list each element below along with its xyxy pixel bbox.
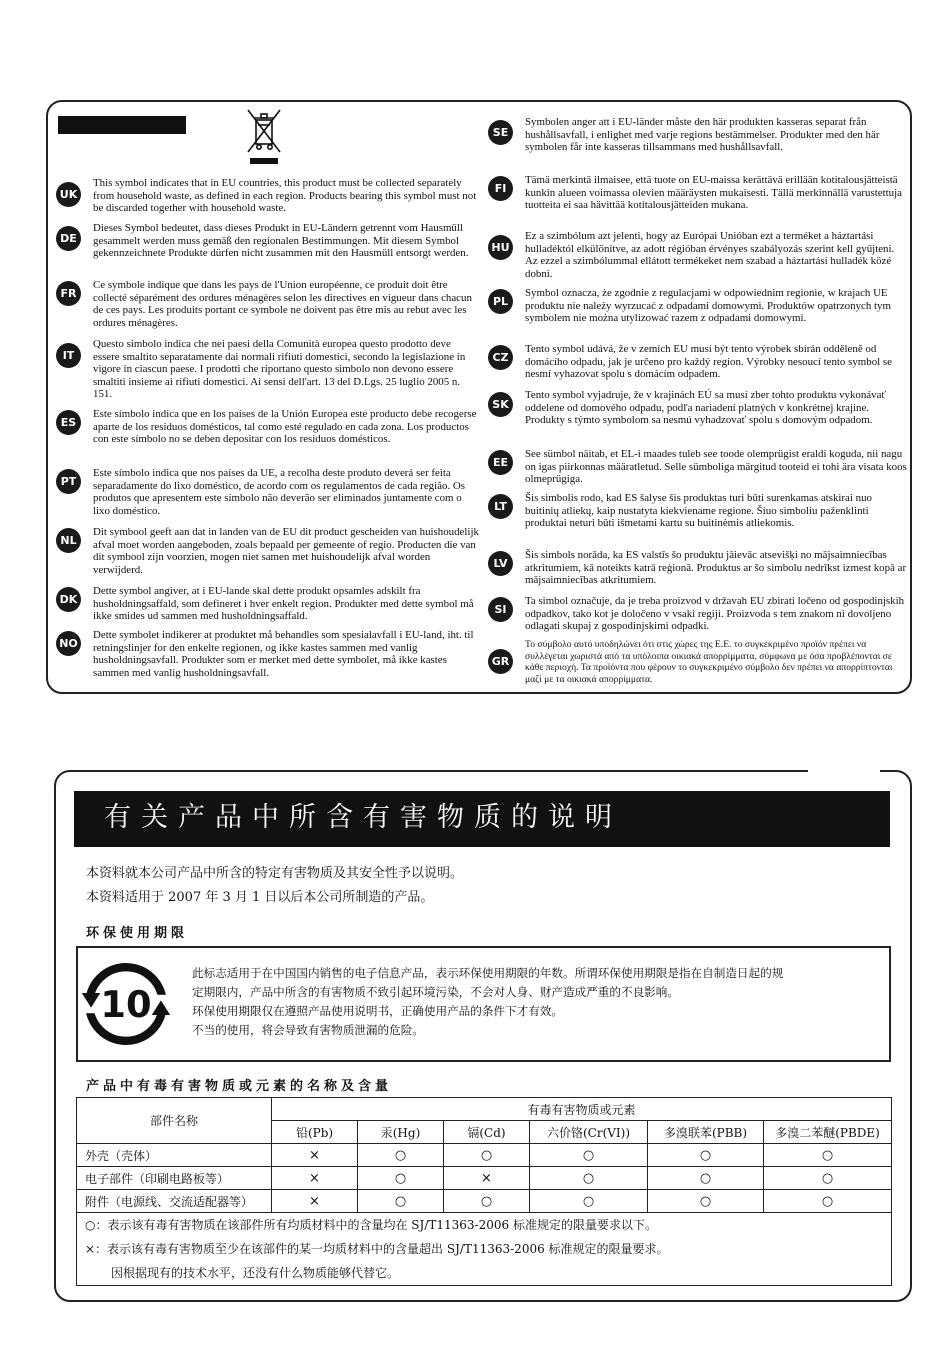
- epup-text-line: 此标志适用于在中国国内销售的电子信息产品，表示环保使用期限的年数。所谓环保使用期限是指在自制造日起的规: [192, 966, 784, 980]
- column-header: 汞(Hg): [358, 1121, 444, 1144]
- substance-mark: ○: [444, 1144, 530, 1167]
- epup-10-logo-icon: [78, 958, 174, 1050]
- lang-badge: PL: [488, 289, 513, 314]
- substance-mark: ×: [444, 1167, 530, 1190]
- weee-text: Dette symbolet indikerer at produktet må behandles som spesialavfall i EU-land, iht. til retningslinjer for den enkelte regionen, og ikke kastes sammen med vanlig husholdningsavfall. Produkter som er merket med dette symbolet, må ikke kastes sammen med vanlig husholdningsavfall.: [93, 629, 474, 679]
- substance-mark: ○: [530, 1144, 648, 1167]
- weee-text: Ce symbole indique que dans les pays de l'Union européenne, ce produit doit être collecté séparément des ordures ménagères selon les directives en vigueur dans chacun de ces pays. Les produits portant ce symbole ne doivent pas être mis au rebut avec les ordures ménagères.: [93, 279, 472, 329]
- epup-heading: 环保使用期限: [86, 926, 189, 941]
- lang-badge: GR: [488, 649, 513, 674]
- lang-badge: NO: [56, 631, 81, 656]
- column-header: 六价铬(Cr(VI)): [530, 1121, 648, 1144]
- substance-mark: ○: [530, 1167, 648, 1190]
- substance-mark: ○: [764, 1167, 892, 1190]
- weee-text: Tento symbol vyjadruje, že v krajinách EÚ sa musí zber tohto produktu vykonávať oddelene od domového odpadu, podľa nariadení platných v konkrétnej krajine. Produkty s týmto symbolom sa nesmú vyhadzovať spolu s domovým odpadom.: [525, 389, 887, 427]
- weee-text: Dieses Symbol bedeutet, dass dieses Produkt in EU-Ländern getrennt vom Hausmüll gesammelt werden muss gemäß den regionalen Bestimmungen. Mit diesem Symbol gekennzeichnete Produkte dürfen nicht zusammen mit den Hausmüll entsorgt werden.: [93, 222, 469, 260]
- epup-box: [76, 946, 891, 1062]
- substance-mark: ○: [358, 1144, 444, 1167]
- weee-text: Ta simbol označuje, da je treba proizvod v državah EU zbirati ločeno od gospodinjskih odpadkov, tako kot je določeno v vsaki regiji. Proizvoda s tem znakom ni dovoljeno odlagati skupaj z gospodinjskimi odpadki.: [525, 595, 905, 633]
- lang-badge: LV: [488, 551, 513, 576]
- weee-text: Este símbolo indica que nos países da UE, a recolha deste produto deverá ser feita separadamente do lixo doméstico, de acordo com os regulamentos de cada região. Os produtos que apresentem este símbolo não deverão ser eliminados juntamente com o lixo doméstico.: [93, 467, 465, 517]
- lang-badge: FI: [488, 176, 513, 201]
- epup-text-line: 定期限内，产品中所含的有害物质不致引起环境污染，不会对人身、财产造成严重的不良影响。: [192, 985, 679, 999]
- lang-badge: DE: [56, 226, 81, 251]
- column-header: 多溴二苯醚(PBDE): [764, 1121, 892, 1144]
- weee-text: Dit symbool geeft aan dat in landen van de EU dit product gescheiden van huishoudelijk afval moet worden aangeboden, zoals bepaald per gemeente of regio. Producten die van dit symbool zijn voorzien, mogen niet samen met huishoudelijk afval worden verwijderd.: [93, 526, 479, 576]
- substance-mark: ×: [272, 1144, 358, 1167]
- table-header-row: [77, 1098, 892, 1121]
- lang-badge: IT: [56, 343, 81, 368]
- table-row: [77, 1144, 892, 1167]
- hazardous-substances-table: [76, 1097, 892, 1286]
- table-notes: [77, 1213, 892, 1286]
- weee-text: Dette symbol angiver, at i EU-lande skal dette produkt opsamles adskilt fra husholdningsaffald, som defineret i hver enkelt region. Produkter med dette symbol må ikke smides ud sammen med husholdningsaffald.: [93, 585, 474, 623]
- note-reason: 因根据现有的技术水平，还没有什么物质能够代替它。: [111, 1266, 400, 1280]
- part-header: 部件名称: [77, 1098, 272, 1144]
- substance-mark: ×: [272, 1190, 358, 1213]
- rohs-title-bar: [74, 791, 890, 847]
- lang-badge: HU: [488, 235, 513, 260]
- substance-mark: ○: [530, 1190, 648, 1213]
- lang-badge: NL: [56, 528, 81, 553]
- black-label-bar: [58, 116, 186, 134]
- substance-mark: ○: [648, 1190, 764, 1213]
- weee-text: See sümbol näitab, et EL-i maades tuleb see toode olemprügist eraldi koguda, nii nagu on igas piirkonnas määratletud. Selle sümboliga märgitud tooteid ei tohi ära visata koos olmeprügiga.: [525, 448, 907, 486]
- note-circle: ○：表示该有毒有害物质在该部件所有均质材料中的含量均在 SJ/T11363-2006 标准规定的限量要求以下。: [85, 1218, 657, 1232]
- weee-panel: [46, 100, 912, 694]
- lang-badge: EE: [488, 450, 513, 475]
- substance-mark: ○: [358, 1190, 444, 1213]
- weee-text: Questo simbolo indica che nei paesi della Comunità europea questo prodotto deve essere smaltito separatamente dai normali rifiuti domestici, secondo la legislazione in vigore in ciascun paese. I prodotti che riportano questo simbolo non devono essere smaltiti insieme ai rifiuti domestici. Ai sensi dell'art. 13 del D.Lgs. 25 luglio 2005 n. 151.: [93, 338, 466, 401]
- substance-mark: ○: [648, 1167, 764, 1190]
- weee-text: Tento symbol udává, že v zemích EU musí být tento výrobek sbírán odděleně od domácího odpadu, jak je určeno pro každý region. Výrobky nesoucí tento symbol se nesmí vyhazovat spolu s domácím odpadem.: [525, 343, 892, 381]
- lang-badge: FR: [56, 281, 81, 306]
- part-name: 电子部件（印刷电路板等）: [77, 1167, 272, 1190]
- lang-badge: SI: [488, 597, 513, 622]
- substance-mark: ○: [764, 1190, 892, 1213]
- group-header: 有毒有害物质或元素: [272, 1098, 892, 1121]
- weee-text: Šis simbolis rodo, kad ES šalyse šis produktas turi būti surenkamas atskirai nuo buitinių atliekų, kaip nustatyta kiekviename regione. Šiuo simboliu paženklinti produktai neturi būti išmetami kartu su buitinėmis atliekomis.: [525, 492, 872, 530]
- weee-text: Este símbolo indica que en los países de la Unión Europea este producto debe recogerse aparte de los residuos domésticos, tal como esté regulado en cada zona. Los productos con este símbolo no se deben depositar con los residuos domésticos.: [93, 408, 477, 446]
- table-notes-row: [77, 1213, 892, 1286]
- table-heading: 产品中有毒有害物质或元素的名称及含量: [86, 1079, 393, 1094]
- note-cross: ×：表示该有毒有害物质至少在该部件的某一均质材料中的含量超出 SJ/T11363-2006 标准规定的限量要求。: [85, 1242, 669, 1256]
- page-title: 有关产品中所含有害物质的说明: [104, 802, 622, 833]
- epup-text-line: 环保使用期限仅在遵照产品使用说明书，正确使用产品的条件下才有效。: [192, 1004, 564, 1018]
- intro-line-2: 本资料适用于 2007 年 3 月 1 日以后本公司所制造的产品。: [86, 890, 434, 905]
- substance-mark: ○: [444, 1190, 530, 1213]
- lang-badge: PT: [56, 469, 81, 494]
- weee-text: Šis simbols norāda, ka ES valstīs šo produktu jāievāc atsevišķi no mājsaimniecības atkritumiem, kā noteikts katrā reģionā. Produktus ar šo simbolu nedrīkst izmest kopā ar mājsaimniecības atkritumiem.: [525, 549, 907, 587]
- epup-logo-number: 10: [100, 982, 152, 1026]
- table-row: [77, 1167, 892, 1190]
- weee-text: This symbol indicates that in EU countries, this product must be collected separately from household waste, as defined in each region. Products bearing this symbol must not be discarded together with household waste.: [93, 177, 477, 215]
- substance-mark: ○: [764, 1144, 892, 1167]
- epup-text-line: 不当的使用，将会导致有害物质泄漏的危险。: [192, 1023, 424, 1037]
- column-header: 铅(Pb): [272, 1121, 358, 1144]
- column-header: 镉(Cd): [444, 1121, 530, 1144]
- substance-mark: ×: [272, 1167, 358, 1190]
- lang-badge: CZ: [488, 345, 513, 370]
- weee-text: Ez a szimbólum azt jelenti, hogy az Európai Unióban ezt a terméket a háztartási hulladéktól elkülönítve, az adott régióban érvényes szabályozás szerint kell gyűjteni. Az ezzel a szimbólummal ellátott termékeket nem szabad a háztartási hulladék közé dobni.: [525, 230, 895, 280]
- part-name: 外壳（壳体）: [77, 1144, 272, 1167]
- column-header: 多溴联苯(PBB): [648, 1121, 764, 1144]
- table-row: [77, 1190, 892, 1213]
- intro-line-1: 本资料就本公司产品中所含的特定有害物质及其安全性予以说明。: [86, 866, 464, 881]
- lang-badge: ES: [56, 410, 81, 435]
- weee-text: Το σύμβολο αυτό υποδηλώνει ότι στις χώρες της Ε.Ε. το συγκεκριμένο προϊόν πρέπει να συλλέγεται χωριστά από τα υπόλοιπα οικιακά απορρίμματα, σύμφωνα με όσα προβλέπονται σε κάθε περιοχή. Τα προϊόντα που φέρουν το συγκεκριμένο σύμβολο δεν πρέπει να απορρίπτονται μαζί με τα οικιακά απορρίμματα.: [525, 639, 893, 685]
- crossed-bin-icon: [244, 106, 284, 166]
- weee-text: Tämä merkintä ilmaisee, että tuote on EU-maissa kerättävä erillään kotitalousjätteistä kunkin alueen voimassa olevien määräysten mukaisesti. Tällä merkinnällä varustettuja tuotteita ei saa hävittää kotitalousjätteiden mukana.: [525, 174, 902, 212]
- substance-mark: ○: [358, 1167, 444, 1190]
- lang-badge: LT: [488, 494, 513, 519]
- lang-badge: SE: [488, 120, 513, 145]
- weee-text: Symbol oznacza, że zgodnie z regulacjami w odpowiednim regionie, w krajach UE produktu nie należy wyrzucać z odpadami domowymi. Produktów opatrzonych tym symbolem nie można utylizować razem z odpadami domowymi.: [525, 287, 891, 325]
- lang-badge: UK: [56, 182, 81, 207]
- part-name: 附件（电源线、交流适配器等）: [77, 1190, 272, 1213]
- weee-text: Symbolen anger att i EU-länder måste den här produkten kasseras separat från hushållsavfall, i enlighet med varje regions bestämmelser. Produkter med den här symbolen får inte kasseras tillsammans med hushållsavfall.: [525, 116, 880, 154]
- lang-badge: SK: [488, 392, 513, 417]
- substance-mark: ○: [648, 1144, 764, 1167]
- panel-gap: [808, 760, 880, 776]
- lang-badge: DK: [56, 587, 81, 612]
